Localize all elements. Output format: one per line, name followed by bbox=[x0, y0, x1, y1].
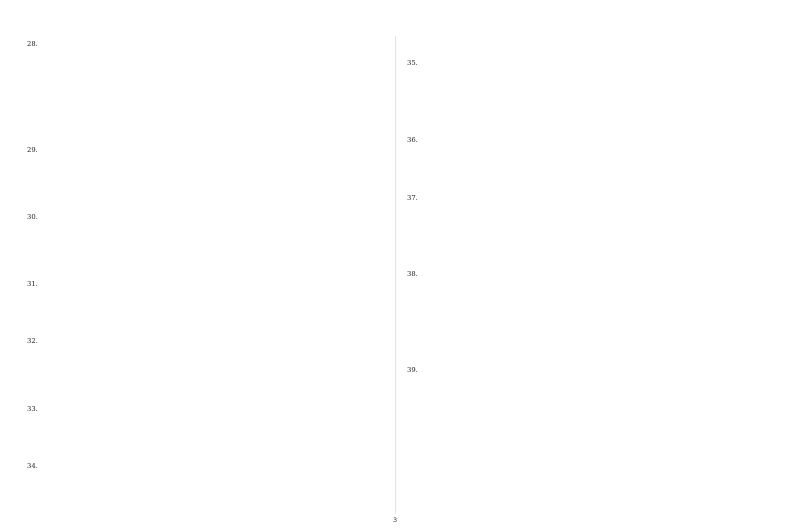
text-line bbox=[27, 222, 379, 232]
page-number: 3 bbox=[393, 516, 398, 524]
text-line: 36. bbox=[407, 135, 418, 144]
text-line bbox=[407, 40, 759, 50]
text-line bbox=[407, 357, 759, 367]
text-line bbox=[27, 270, 379, 280]
text-line bbox=[27, 126, 379, 136]
text-line bbox=[27, 155, 379, 165]
text-line bbox=[27, 424, 379, 434]
text-line bbox=[27, 50, 379, 60]
text-line bbox=[407, 280, 759, 290]
text-line bbox=[407, 174, 759, 184]
text-line bbox=[27, 98, 379, 108]
text-line bbox=[407, 251, 759, 261]
text-line bbox=[407, 309, 759, 319]
text-line bbox=[407, 184, 759, 194]
text-line bbox=[27, 443, 379, 453]
text-line bbox=[27, 78, 379, 88]
text-line bbox=[27, 366, 379, 376]
text-line bbox=[407, 146, 759, 156]
text-line bbox=[27, 318, 379, 328]
left-column bbox=[27, 40, 379, 515]
text-line bbox=[407, 376, 759, 386]
text-line bbox=[27, 117, 379, 127]
text-line bbox=[407, 385, 759, 395]
text-line bbox=[407, 337, 759, 347]
text-line bbox=[27, 107, 379, 117]
text-line bbox=[407, 155, 759, 165]
text-line bbox=[407, 299, 759, 309]
text-line bbox=[27, 59, 379, 69]
text-line bbox=[27, 69, 379, 79]
text-line bbox=[407, 78, 759, 88]
text-line bbox=[27, 433, 379, 443]
text-line bbox=[407, 203, 759, 213]
text-line: 38. bbox=[407, 270, 418, 279]
text-line bbox=[407, 107, 759, 117]
text-line bbox=[27, 88, 379, 98]
text-line bbox=[27, 481, 379, 491]
text-line bbox=[27, 347, 379, 357]
text-line bbox=[407, 213, 759, 223]
text-line bbox=[407, 347, 759, 357]
text-line bbox=[27, 241, 379, 251]
text-line: 39. bbox=[407, 366, 418, 375]
text-line bbox=[27, 328, 379, 338]
text-line bbox=[27, 203, 379, 213]
text-line bbox=[407, 261, 759, 271]
text-line bbox=[407, 222, 759, 232]
text-line: 37. bbox=[407, 193, 418, 202]
text-line: 30. bbox=[27, 212, 38, 221]
text-line bbox=[407, 69, 759, 79]
text-line bbox=[27, 174, 379, 184]
right-column bbox=[407, 40, 759, 515]
text-line bbox=[27, 165, 379, 175]
text-line: 35. bbox=[407, 59, 418, 68]
text-line bbox=[27, 309, 379, 319]
text-line: 32. bbox=[27, 337, 38, 346]
text-line bbox=[407, 241, 759, 251]
text-line bbox=[27, 261, 379, 271]
text-line bbox=[27, 385, 379, 395]
text-line bbox=[407, 289, 759, 299]
text-line bbox=[407, 117, 759, 127]
text-line bbox=[407, 88, 759, 98]
text-line bbox=[407, 328, 759, 338]
text-line bbox=[27, 251, 379, 261]
text-line: 29. bbox=[27, 145, 38, 154]
text-line bbox=[27, 453, 379, 463]
text-line bbox=[407, 395, 759, 405]
text-line bbox=[27, 395, 379, 405]
text-line bbox=[407, 318, 759, 328]
column-divider bbox=[395, 36, 396, 514]
text-line: 34. bbox=[27, 462, 38, 471]
text-line bbox=[27, 232, 379, 242]
text-line bbox=[27, 376, 379, 386]
text-line bbox=[407, 126, 759, 136]
text-line: 33. bbox=[27, 404, 38, 413]
text-line: 31. bbox=[27, 279, 38, 288]
text-line bbox=[407, 98, 759, 108]
text-line bbox=[27, 289, 379, 299]
text-line bbox=[407, 232, 759, 242]
text-line bbox=[27, 194, 379, 204]
text-line bbox=[27, 299, 379, 309]
text-line bbox=[27, 472, 379, 482]
text-line bbox=[27, 414, 379, 424]
text-line bbox=[407, 165, 759, 175]
text-line bbox=[27, 357, 379, 367]
text-line bbox=[407, 50, 759, 60]
text-line bbox=[27, 136, 379, 146]
text-line bbox=[27, 184, 379, 194]
text-line bbox=[407, 405, 759, 415]
text-line: 28. bbox=[27, 40, 38, 48]
